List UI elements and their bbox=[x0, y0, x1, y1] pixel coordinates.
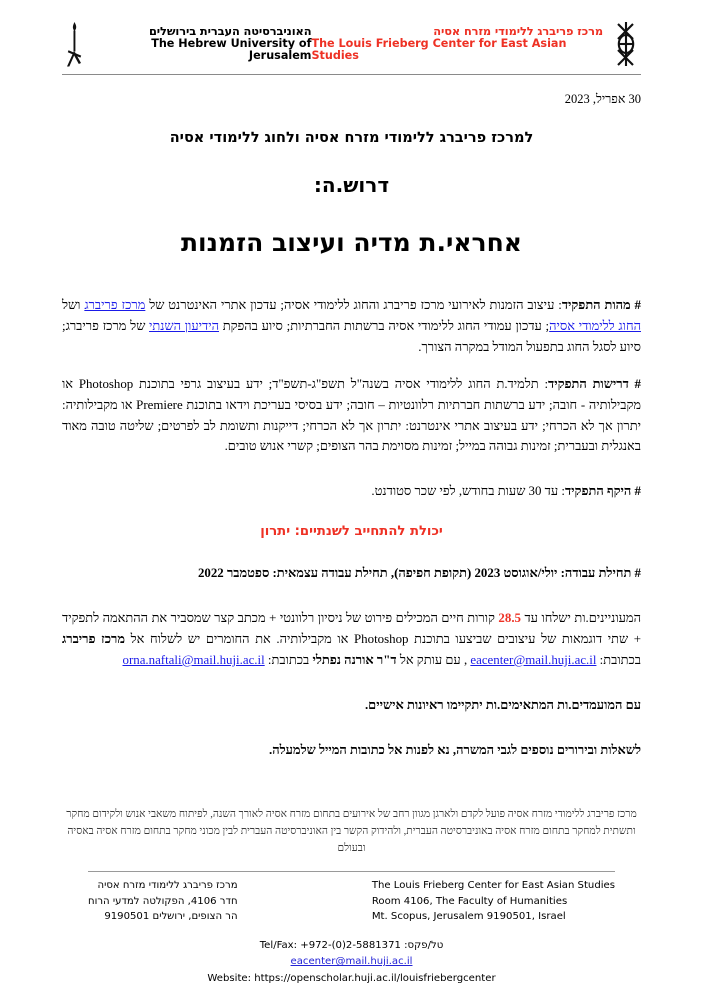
spacer bbox=[62, 473, 641, 481]
requirements-label: # דרישות התפקיד bbox=[548, 376, 641, 391]
footer-address-english bbox=[372, 878, 615, 925]
address-line: Mt. Scopus, Jerusalem 9190501, Israel bbox=[371, 911, 566, 923]
sections bbox=[62, 295, 641, 761]
footer-phone-number: Tel/Fax: +972-(0)2-5881371 bbox=[259, 939, 401, 951]
requirements-text-1: : תלמיד.ת החוג ללימודי אסיה בשנה"ל תשפ"ג-תשפ"ד; ידע בעיצוב גרפי בתוכנת bbox=[133, 376, 549, 391]
role-label: # מהות התפקיד bbox=[561, 298, 642, 312]
role-paragraph bbox=[62, 295, 641, 358]
apply-text-1: המעוניינים.ות ישלחו עד bbox=[520, 611, 641, 626]
requirements-text-3: או מקבילותיה: יתרון אך לא הכרחי; ידע בעיצוב אתרי אינטרנט: יתרון אך לא הכרחי; דייקנות ותשומת לב לפרטים; שליטה טובה מאוד באנגלית ובעברית; זמינות גבוהה במייל; זמינות מסוימת בהר הצופים; קשרי אנוש טובים. bbox=[62, 397, 641, 454]
annual-newsletter-link[interactable]: הידיעון השנתי bbox=[149, 318, 219, 333]
address-line: The Louis Frieberg Center for East Asian Studies bbox=[371, 880, 615, 891]
frieberg-brand-hebrew: מרכז פריברג ללימודי מזרח אסיה bbox=[433, 24, 603, 39]
apply-paragraph bbox=[62, 608, 641, 671]
scope-label: # היקף התפקיד bbox=[564, 484, 641, 499]
frieberg-center-logo bbox=[611, 21, 641, 67]
about-center-paragraph: מרכז פריברג ללימודי מזרח אסיה פועל לקדם ולארגן מגוון רחב של אירועים בתחום מזרח אסיה לאורך השנה, לפיתוח משאבי אנוש ולקידום מחקר ותשתית למחקר בתחום מזרח אסיה באוניברסיטה העברית, ולהידוק הקשר בין האוניברסיטה העברית לבין מכוני מחקר בתחום מזרח אסיה באסיה ובעולם bbox=[66, 809, 637, 855]
apply-text-4: בכתובת: bbox=[596, 652, 641, 667]
interviews-line: עם המועמדים.ות המתאימים.ות יתקיימו ראיונות אישיים. bbox=[364, 697, 641, 712]
footer bbox=[88, 878, 615, 987]
spacer bbox=[62, 687, 641, 695]
footer-email-link[interactable]: eacenter@mail.huji.ac.il bbox=[290, 956, 413, 968]
footer-contact bbox=[88, 938, 615, 987]
questions-line: לשאלות ובירורים נוספים לגבי המשרה, נא לפנות אל כתובות המייל שלמעלה. bbox=[268, 742, 641, 757]
spacer bbox=[62, 732, 641, 740]
wanted-label: דרוש.ה: bbox=[313, 173, 390, 197]
huji-brand-hebrew: האוניברסיטה העברית בירושלים bbox=[148, 24, 312, 39]
document-date: 30 אפריל, 2023 bbox=[564, 92, 641, 106]
footer-divider bbox=[88, 871, 615, 872]
apply-text-6: בכתובת: bbox=[264, 652, 313, 667]
frieberg-brand-english: The Louis Frieberg Center for East Asian Studies bbox=[311, 36, 567, 63]
premiere-app-name: Premiere bbox=[136, 397, 183, 412]
spacer bbox=[62, 555, 641, 563]
role-text-4: של מרכז פריברג; סיוע לסגל החוג בתפעול המודל במקרה הצורך. bbox=[62, 318, 641, 354]
start-date-line: # תחילת עבודה: יולי/אוגוסט 2023 (תקופת חפיפה), תחילת עבודה עצמאית: ספטמבר 2022 bbox=[197, 566, 641, 581]
recipient-person-name: ד"ר אורנה נפתלי bbox=[312, 652, 397, 667]
commitment-note: יכולת להתחייב לשנתיים: יתרון bbox=[260, 524, 443, 540]
requirements-paragraph bbox=[62, 374, 641, 458]
department-line: למרכז פריברג ללימודי מזרח אסיה ולחוג ללימודי אסיה bbox=[169, 130, 534, 146]
address-line: הר הצופים, ירושלים 9190501 bbox=[104, 911, 238, 923]
orna-naftali-email-link[interactable]: orna.naftali@mail.huji.ac.il bbox=[122, 652, 265, 667]
spacer bbox=[62, 600, 641, 608]
apply-text-5: , עם עותק אל bbox=[396, 652, 471, 667]
eacenter-email-link[interactable]: eacenter@mail.huji.ac.il bbox=[470, 652, 597, 667]
frieberg-center-link[interactable]: מרכז פריברג bbox=[84, 298, 146, 312]
header-divider bbox=[62, 74, 641, 75]
footer-phone-row bbox=[88, 938, 615, 954]
address-line: מרכז פריברג ללימודי מזרח אסיה bbox=[97, 880, 238, 891]
footer-phone-label: טל/פקס: bbox=[404, 939, 444, 951]
spacer bbox=[62, 516, 641, 524]
hebrew-university-brand bbox=[62, 20, 311, 68]
masthead bbox=[62, 0, 641, 62]
frieberg-center-brand bbox=[311, 21, 641, 67]
hebrew-university-logo bbox=[62, 20, 88, 68]
asian-studies-department-link[interactable]: החוג ללימודי אסיה bbox=[549, 318, 641, 333]
requirements-text-2: או מקבילותיה - חובה; ידע ברשתות חברתיות רלוונטיות – חובה; ידע בסיסי בעריכת וידאו בתוכנת bbox=[62, 376, 641, 412]
recipient-center-name: מרכז פריברג bbox=[62, 632, 126, 647]
role-text-1: : עיצוב הזמנות לאירועי מרכז פריברג והחוג ללימודי אסיה; עדכון אתרי האינטרנט של bbox=[145, 298, 562, 312]
address-line: חדר 4106, הפקולטה למדעי הרוח bbox=[88, 895, 238, 907]
photoshop-app-name: Photoshop bbox=[78, 376, 134, 391]
apply-text-2: קורות חיים המכילים פירוט של ניסיון רלוונטי + מכתב קצר שמסביר את ההתאמה לתפקיד + שתי דוגמאות של עיצובים שביצעו בתוכנת bbox=[62, 611, 641, 647]
scope-text: : עד 30 שעות בחודש, לפי שכר סטודנט. bbox=[371, 484, 565, 499]
photoshop-app-name: Photoshop bbox=[354, 632, 409, 647]
page-title: אחראי.ת מדיה ועיצוב הזמנות bbox=[180, 228, 522, 257]
footer-address-hebrew bbox=[88, 878, 238, 925]
application-deadline: 28.5 bbox=[498, 611, 521, 626]
footer-website-row: Website: https://openscholar.huji.ac.il/louisfriebergcenter bbox=[207, 972, 496, 984]
huji-brand-english: The Hebrew University of Jerusalem bbox=[151, 36, 312, 63]
role-text-3: ; עדכון עמודי החוג ללימודי אסיה ברשתות החברתיות; סיוע בהפקת bbox=[219, 318, 550, 333]
footer-email-row bbox=[88, 954, 615, 970]
role-text-2: ושל bbox=[62, 298, 85, 312]
address-line: Room 4106, The Faculty of Humanities bbox=[371, 895, 568, 907]
apply-text-3: או מקבילותיה. את החומרים יש לשלוח אל bbox=[125, 632, 355, 647]
scope-paragraph bbox=[62, 481, 641, 502]
